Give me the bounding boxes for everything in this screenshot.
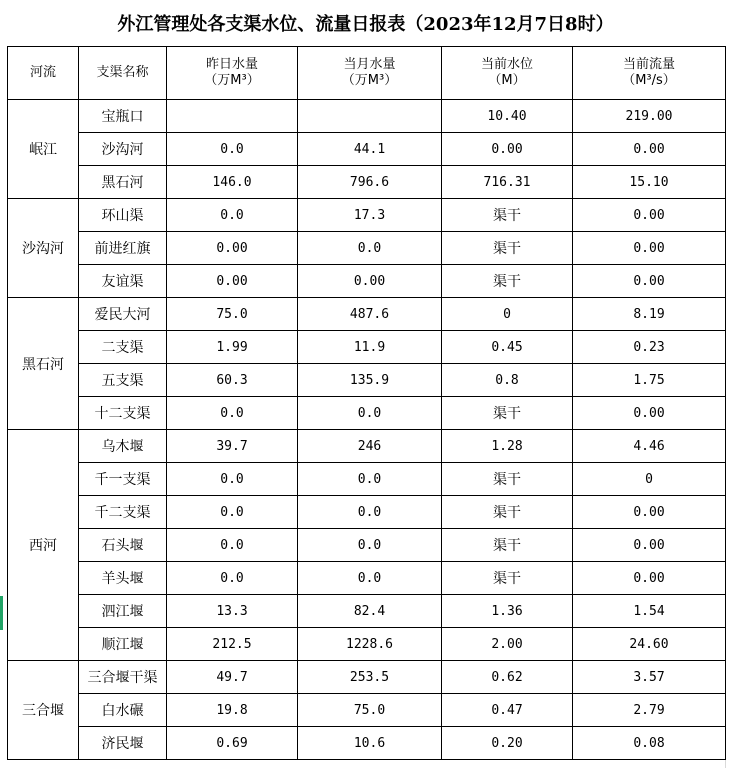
month-volume-cell[interactable]: 17.3 — [298, 199, 442, 232]
yesterday-volume-cell[interactable]: 0.0 — [167, 496, 298, 529]
month-volume-cell[interactable]: 253.5 — [298, 661, 442, 694]
row-selection-marker — [0, 596, 3, 630]
current-flow-cell[interactable]: 0.00 — [573, 133, 726, 166]
current-flow-cell[interactable]: 15.10 — [573, 166, 726, 199]
current-flow-cell[interactable]: 0.00 — [573, 232, 726, 265]
table-row — [8, 430, 726, 463]
river-cell[interactable]: 黑石河 — [8, 298, 79, 430]
current-flow-cell[interactable]: 0.00 — [573, 199, 726, 232]
month-volume-cell[interactable]: 44.1 — [298, 133, 442, 166]
month-volume-cell[interactable]: 487.6 — [298, 298, 442, 331]
table-row — [8, 562, 726, 595]
current-level-cell[interactable]: 1.36 — [442, 595, 573, 628]
yesterday-volume-cell[interactable]: 1.99 — [167, 331, 298, 364]
current-level-cell[interactable]: 渠干 — [442, 463, 573, 496]
table-row — [8, 397, 726, 430]
month-volume-cell[interactable]: 0.0 — [298, 496, 442, 529]
current-flow-cell[interactable]: 3.57 — [573, 661, 726, 694]
yesterday-volume-cell[interactable]: 19.8 — [167, 694, 298, 727]
header-yesterday-unit: （万M³） — [204, 73, 260, 88]
branch-name-cell[interactable]: 羊头堰 — [79, 562, 167, 595]
current-flow-cell[interactable]: 0.00 — [573, 562, 726, 595]
header-flow-unit: （M³/s） — [622, 73, 676, 88]
yesterday-volume-cell[interactable] — [167, 100, 298, 133]
branch-name-cell[interactable]: 五支渠 — [79, 364, 167, 397]
branch-name-cell[interactable]: 济民堰 — [79, 727, 167, 760]
current-level-cell[interactable]: 渠干 — [442, 397, 573, 430]
table-row — [8, 628, 726, 661]
branch-name-cell[interactable]: 二支渠 — [79, 331, 167, 364]
month-volume-cell[interactable]: 10.6 — [298, 727, 442, 760]
current-level-cell[interactable]: 0.47 — [442, 694, 573, 727]
header-current-level[interactable] — [442, 47, 573, 100]
yesterday-volume-cell[interactable]: 75.0 — [167, 298, 298, 331]
yesterday-volume-cell[interactable]: 0.00 — [167, 265, 298, 298]
header-yesterday-volume[interactable] — [167, 47, 298, 100]
current-flow-cell[interactable]: 0 — [573, 463, 726, 496]
branch-name-cell[interactable]: 泗江堰 — [79, 595, 167, 628]
header-river[interactable]: 河流 — [8, 47, 79, 100]
river-cell[interactable]: 三合堰 — [8, 661, 79, 760]
branch-name-cell[interactable]: 爱民大河 — [79, 298, 167, 331]
branch-name-cell[interactable]: 白水碾 — [79, 694, 167, 727]
branch-name-cell[interactable]: 三合堰干渠 — [79, 661, 167, 694]
branch-name-cell[interactable]: 千一支渠 — [79, 463, 167, 496]
yesterday-volume-cell[interactable]: 0.0 — [167, 397, 298, 430]
month-volume-cell[interactable]: 82.4 — [298, 595, 442, 628]
header-yesterday-label: 昨日水量 — [205, 57, 258, 72]
yesterday-volume-cell[interactable]: 60.3 — [167, 364, 298, 397]
current-level-cell[interactable]: 渠干 — [442, 529, 573, 562]
month-volume-cell[interactable]: 11.9 — [298, 331, 442, 364]
month-volume-cell[interactable] — [298, 100, 442, 133]
header-current-flow[interactable] — [573, 47, 726, 100]
table-row — [8, 232, 726, 265]
month-volume-cell[interactable]: 135.9 — [298, 364, 442, 397]
table-row — [8, 727, 726, 760]
month-volume-cell[interactable]: 796.6 — [298, 166, 442, 199]
branch-name-cell[interactable]: 十二支渠 — [79, 397, 167, 430]
current-flow-cell[interactable]: 0.00 — [573, 265, 726, 298]
yesterday-volume-cell[interactable]: 0.0 — [167, 562, 298, 595]
current-flow-cell[interactable]: 2.79 — [573, 694, 726, 727]
table-row — [8, 496, 726, 529]
branch-name-cell[interactable]: 沙沟河 — [79, 133, 167, 166]
current-level-cell[interactable]: 0.8 — [442, 364, 573, 397]
table-row — [8, 331, 726, 364]
table-row — [8, 694, 726, 727]
current-level-cell[interactable]: 2.00 — [442, 628, 573, 661]
table-row — [8, 199, 726, 232]
yesterday-volume-cell[interactable]: 146.0 — [167, 166, 298, 199]
month-volume-cell[interactable]: 0.00 — [298, 265, 442, 298]
branch-name-cell[interactable]: 石头堰 — [79, 529, 167, 562]
current-flow-cell[interactable]: 0.00 — [573, 496, 726, 529]
header-row — [8, 47, 726, 100]
header-level-label: 当前水位 — [480, 57, 533, 72]
month-volume-cell[interactable]: 75.0 — [298, 694, 442, 727]
current-flow-cell[interactable]: 219.00 — [573, 100, 726, 133]
month-volume-cell[interactable]: 246 — [298, 430, 442, 463]
current-level-cell[interactable]: 渠干 — [442, 232, 573, 265]
table-row — [8, 529, 726, 562]
current-level-cell[interactable]: 0.62 — [442, 661, 573, 694]
yesterday-volume-cell[interactable]: 0.0 — [167, 529, 298, 562]
river-cell[interactable]: 岷江 — [8, 100, 79, 199]
table-row — [8, 364, 726, 397]
branch-name-cell[interactable]: 宝瓶口 — [79, 100, 167, 133]
branch-name-cell[interactable]: 黑石河 — [79, 166, 167, 199]
table-row — [8, 463, 726, 496]
table-row — [8, 661, 726, 694]
current-flow-cell[interactable]: 0.00 — [573, 529, 726, 562]
header-branch[interactable]: 支渠名称 — [79, 47, 167, 100]
yesterday-volume-cell[interactable]: 0.0 — [167, 133, 298, 166]
month-volume-cell[interactable]: 1228.6 — [298, 628, 442, 661]
report-title: 外江管理处各支渠水位、流量日报表（2023年12月7日8时） — [117, 14, 614, 35]
month-volume-cell[interactable]: 0.0 — [298, 562, 442, 595]
header-flow-label: 当前流量 — [622, 57, 675, 72]
water-report-table — [7, 46, 726, 760]
yesterday-volume-cell[interactable]: 49.7 — [167, 661, 298, 694]
month-volume-cell[interactable]: 0.0 — [298, 463, 442, 496]
table-row — [8, 100, 726, 133]
table-row — [8, 265, 726, 298]
branch-name-cell[interactable]: 友谊渠 — [79, 265, 167, 298]
current-flow-cell[interactable]: 0.00 — [573, 397, 726, 430]
current-level-cell[interactable]: 渠干 — [442, 265, 573, 298]
river-cell[interactable]: 西河 — [8, 430, 79, 661]
yesterday-volume-cell[interactable]: 212.5 — [167, 628, 298, 661]
current-level-cell[interactable]: 渠干 — [442, 562, 573, 595]
table-row — [8, 166, 726, 199]
current-level-cell[interactable]: 0.00 — [442, 133, 573, 166]
current-level-cell[interactable]: 10.40 — [442, 100, 573, 133]
yesterday-volume-cell[interactable]: 0.69 — [167, 727, 298, 760]
yesterday-volume-cell[interactable]: 0.0 — [167, 199, 298, 232]
current-level-cell[interactable]: 0 — [442, 298, 573, 331]
current-flow-cell[interactable]: 4.46 — [573, 430, 726, 463]
header-level-unit: （M） — [488, 73, 526, 88]
current-flow-cell[interactable]: 0.08 — [573, 727, 726, 760]
current-level-cell[interactable]: 0.20 — [442, 727, 573, 760]
table-row — [8, 133, 726, 166]
current-flow-cell[interactable]: 1.75 — [573, 364, 726, 397]
header-month-volume[interactable] — [298, 47, 442, 100]
current-level-cell[interactable]: 0.45 — [442, 331, 573, 364]
month-volume-cell[interactable]: 0.0 — [298, 529, 442, 562]
header-month-unit: （万M³） — [341, 73, 398, 88]
table-row — [8, 595, 726, 628]
current-level-cell[interactable]: 1.28 — [442, 430, 573, 463]
branch-name-cell[interactable]: 千二支渠 — [79, 496, 167, 529]
table-row — [8, 298, 726, 331]
river-cell[interactable]: 沙沟河 — [8, 199, 79, 298]
yesterday-volume-cell[interactable]: 0.00 — [167, 232, 298, 265]
yesterday-volume-cell[interactable]: 0.0 — [167, 463, 298, 496]
current-level-cell[interactable]: 渠干 — [442, 496, 573, 529]
yesterday-volume-cell[interactable]: 39.7 — [167, 430, 298, 463]
current-flow-cell[interactable]: 1.54 — [573, 595, 726, 628]
branch-name-cell[interactable]: 环山渠 — [79, 199, 167, 232]
current-flow-cell[interactable]: 8.19 — [573, 298, 726, 331]
branch-name-cell[interactable]: 顺江堰 — [79, 628, 167, 661]
month-volume-cell[interactable]: 0.0 — [298, 232, 442, 265]
yesterday-volume-cell[interactable]: 13.3 — [167, 595, 298, 628]
current-flow-cell[interactable]: 24.60 — [573, 628, 726, 661]
branch-name-cell[interactable]: 乌木堰 — [79, 430, 167, 463]
current-flow-cell[interactable]: 0.23 — [573, 331, 726, 364]
current-level-cell[interactable]: 渠干 — [442, 199, 573, 232]
month-volume-cell[interactable]: 0.0 — [298, 397, 442, 430]
branch-name-cell[interactable]: 前进红旗 — [79, 232, 167, 265]
current-level-cell[interactable]: 716.31 — [442, 166, 573, 199]
header-month-label: 当月水量 — [343, 57, 396, 72]
